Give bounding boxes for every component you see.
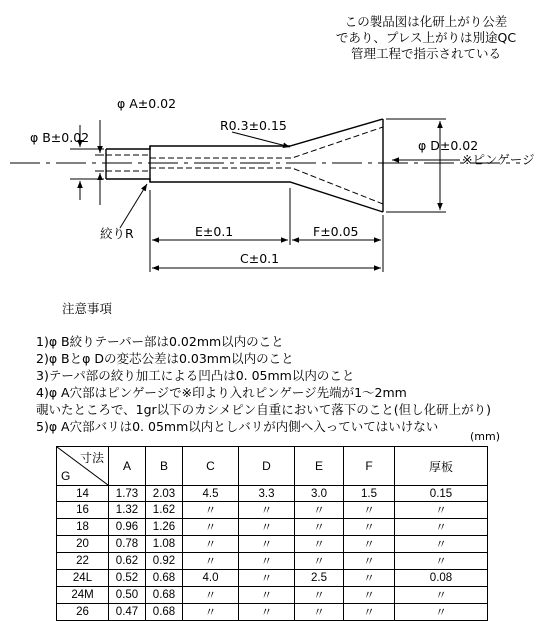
table-cell: 0.62 [109, 553, 146, 570]
table-cell: 1.62 [146, 502, 183, 519]
gauge-cell: 24M [57, 587, 109, 604]
table-cell: 1.5 [344, 486, 395, 502]
dim-r-label: R0.3±0.15 [220, 118, 287, 133]
table-row [57, 486, 488, 502]
corner-top-label: 寸法 [79, 451, 104, 465]
table-cell: 〃 [183, 536, 239, 553]
table-cell: 3.0 [295, 486, 344, 502]
table-cell: 0.96 [109, 519, 146, 536]
table-cell: 〃 [239, 604, 295, 621]
table-cell: 0.68 [146, 604, 183, 621]
dim-d-label: φ D±0.02 [418, 138, 479, 153]
table-cell: 〃 [239, 519, 295, 536]
table-cell: 0.78 [109, 536, 146, 553]
table-cell: 〃 [183, 587, 239, 604]
column-header: D [239, 447, 295, 486]
table-cell: 0.68 [146, 587, 183, 604]
table-row [57, 553, 488, 570]
table-cell: 〃 [395, 536, 488, 553]
unit-label: (mm) [470, 430, 501, 443]
table-cell: 〃 [239, 587, 295, 604]
column-header: F [344, 447, 395, 486]
table-cell: 2.5 [295, 570, 344, 587]
dim-e-label: E±0.1 [195, 224, 234, 239]
table-cell: 〃 [295, 553, 344, 570]
table-cell: 〃 [344, 553, 395, 570]
shibori-label: 絞りR [100, 226, 134, 241]
gauge-cell: 20 [57, 536, 109, 553]
header-note-line: 管理工程で指示されている [350, 46, 501, 61]
gauge-cell: 16 [57, 502, 109, 519]
table-cell: 〃 [183, 553, 239, 570]
table-cell: 1.26 [146, 519, 183, 536]
table-cell: 〃 [395, 604, 488, 621]
table-cell: 0.15 [395, 486, 488, 502]
table-cell: 4.5 [183, 486, 239, 502]
table-cell: 〃 [183, 604, 239, 621]
gauge-cell: 24L [57, 570, 109, 587]
table-corner-cell [57, 447, 109, 486]
inner-bore [106, 127, 383, 204]
dim-b-label: φ B±0.02 [30, 130, 90, 145]
table-cell: 0.47 [109, 604, 146, 621]
column-header: B [146, 447, 183, 486]
table-cell: 〃 [295, 519, 344, 536]
table-cell: 〃 [239, 502, 295, 519]
dim-f-label: F±0.05 [313, 224, 359, 239]
column-header: 厚板 [395, 447, 488, 486]
gauge-cell: 14 [57, 486, 109, 502]
note-line: 5)φ A穴部バリは0. 05mm以内としバリが内側へ入っていてはいけない [36, 419, 439, 434]
table-cell: 〃 [395, 519, 488, 536]
table-cell: 3.3 [239, 486, 295, 502]
table-cell: 〃 [239, 553, 295, 570]
table-header-row [57, 447, 488, 486]
table-cell: 4.0 [183, 570, 239, 587]
table-cell: 0.68 [146, 570, 183, 587]
table-cell: 2.03 [146, 486, 183, 502]
table-cell: 〃 [344, 502, 395, 519]
r-leader [232, 132, 290, 147]
part-outline-bottom [106, 179, 383, 212]
column-header: A [109, 447, 146, 486]
table-cell: 1.73 [109, 486, 146, 502]
table-cell: 〃 [295, 604, 344, 621]
table-cell: 1.08 [146, 536, 183, 553]
note-line: 1)φ B絞りテーパー部は0.02mm以内のこと [36, 334, 284, 349]
table-cell: 〃 [344, 536, 395, 553]
shibori-leader [120, 184, 147, 228]
pin-gauge-label: ※ピンゲージ [462, 152, 535, 167]
table-cell: 〃 [183, 519, 239, 536]
table-cell: 〃 [344, 604, 395, 621]
table-cell: 0.92 [146, 553, 183, 570]
spec-table [56, 446, 488, 621]
table-cell: 〃 [295, 502, 344, 519]
gauge-cell: 18 [57, 519, 109, 536]
table-cell: 〃 [239, 570, 295, 587]
table-cell: 〃 [295, 587, 344, 604]
table-cell: 〃 [183, 502, 239, 519]
header-note-line: この製品図は化研上がり公差 [344, 14, 508, 29]
table-row [57, 519, 488, 536]
gauge-cell: 22 [57, 553, 109, 570]
table-cell: 0.50 [109, 587, 146, 604]
table-cell: 〃 [395, 587, 488, 604]
table-row [57, 536, 488, 553]
notes-title: 注意事項 [62, 301, 113, 316]
header-note-line: であり、プレス上がりは別途QC [335, 30, 517, 45]
technical-drawing [0, 0, 550, 300]
table-cell: 0.52 [109, 570, 146, 587]
column-header: C [183, 447, 239, 486]
note-line: 2)φ Bとφ Dの変芯公差は0.03mm以内のこと [36, 351, 294, 366]
note-line: 3)テーパ部の絞り加工による凹凸は0. 05mm以内のこと [36, 368, 355, 383]
table-cell: 〃 [239, 536, 295, 553]
table-cell: 〃 [344, 587, 395, 604]
corner-bottom-label: G [61, 469, 71, 483]
column-header: E [295, 447, 344, 486]
notes-section [36, 300, 491, 435]
table-cell: 〃 [395, 502, 488, 519]
table-cell: 〃 [344, 519, 395, 536]
table-row [57, 587, 488, 604]
table-row [57, 570, 488, 587]
table-row [57, 502, 488, 519]
table-cell: 1.32 [109, 502, 146, 519]
table-cell: 〃 [344, 570, 395, 587]
dim-a-label: φ A±0.02 [117, 96, 177, 111]
note-line: 覗いたところで、1gr以下のカシメピン自重において落下のこと(但し化研上がり) [36, 402, 492, 417]
gauge-cell: 26 [57, 604, 109, 621]
note-line: 4)φ A穴部はピンゲージで※印より入れピンゲージ先端が1～2mm [36, 385, 407, 400]
table-cell: 〃 [395, 553, 488, 570]
table-cell: 〃 [295, 536, 344, 553]
dim-c-label: C±0.1 [240, 251, 280, 266]
table-cell: 0.08 [395, 570, 488, 587]
